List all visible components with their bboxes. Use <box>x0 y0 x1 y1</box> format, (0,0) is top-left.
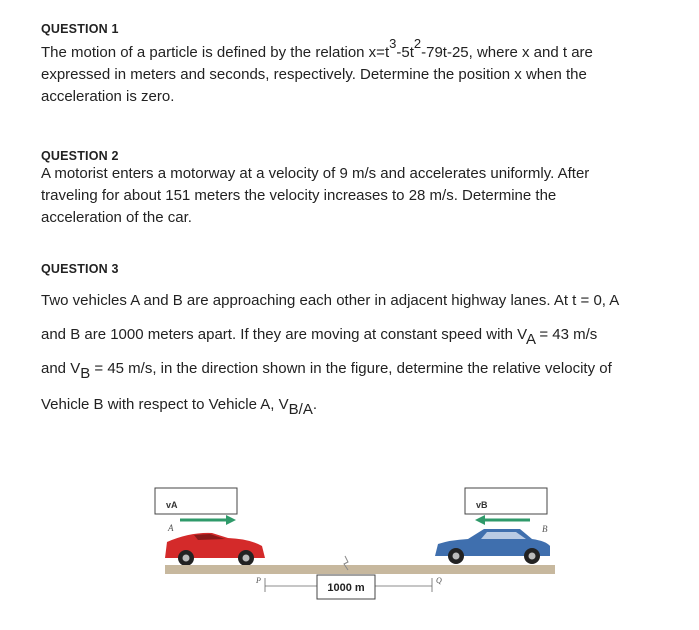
label-p: P <box>256 576 261 585</box>
q3-text-b: = 43 m/s <box>535 326 598 343</box>
vehicles-diagram <box>150 476 560 616</box>
question-1-text <box>41 36 671 108</box>
car-a-icon <box>165 533 265 566</box>
distance-label: 1000 m <box>327 582 365 594</box>
question-1-line-3: acceleration is zero. <box>41 88 175 105</box>
q3-text-d: = 45 m/s, in the direction shown in the figure, determine the relative velocity of <box>90 360 612 377</box>
question-2-line-2: traveling for about 151 meters the velocity increases to 28 m/s. Determine the <box>41 187 557 204</box>
question-3-title: QUESTION 3 <box>41 262 119 276</box>
vehicles-figure <box>150 476 560 616</box>
question-3 <box>41 262 671 426</box>
car-b-icon <box>435 529 550 564</box>
q3-text-c: and V <box>41 360 81 377</box>
label-a: A <box>168 523 174 533</box>
road-surface <box>165 565 555 574</box>
q1-text-b: -5t <box>396 44 414 61</box>
question-2 <box>41 149 671 229</box>
question-2-title: QUESTION 2 <box>41 149 119 163</box>
label-b: B <box>542 524 548 534</box>
q1-text-c: -79t-25, where x and t are <box>421 44 593 61</box>
velocity-label-a: vA <box>166 500 178 510</box>
question-3-line-3 <box>41 360 612 382</box>
q3-text-e: Vehicle B with respect to Vehicle A, V <box>41 396 289 413</box>
exponent-2: 2 <box>413 36 422 51</box>
question-2-line-3: acceleration of the car. <box>41 209 192 226</box>
arrow-right-icon <box>226 515 236 525</box>
question-3-line-4 <box>41 396 317 418</box>
subscript-b: B <box>80 365 91 382</box>
arrow-left-icon <box>475 515 485 525</box>
q1-text-a: The motion of a particle is defined by the relation x=t <box>41 44 390 61</box>
question-3-line-2 <box>41 326 598 348</box>
question-1 <box>41 22 671 108</box>
question-1-line-1 <box>41 36 671 64</box>
question-2-text <box>41 163 671 229</box>
label-q: Q <box>436 576 442 585</box>
subscript-a: A <box>526 331 536 348</box>
q3-text-f: . <box>312 396 317 413</box>
question-1-title: QUESTION 1 <box>41 22 119 36</box>
question-2-line-1: A motorist enters a motorway at a velocity of 9 m/s and accelerates uniformly. After <box>41 165 590 182</box>
subscript-b-over-a: B/A <box>288 401 313 418</box>
question-1-line-2: expressed in meters and seconds, respectively. Determine the position x when the <box>41 66 587 83</box>
q3-text-a: and B are 1000 meters apart. If they are moving at constant speed with V <box>41 326 526 343</box>
velocity-label-b: vB <box>476 500 488 510</box>
question-3-line-1: Two vehicles A and B are approaching each other in adjacent highway lanes. At t = 0, A <box>41 292 620 309</box>
exponent-3: 3 <box>389 36 397 51</box>
